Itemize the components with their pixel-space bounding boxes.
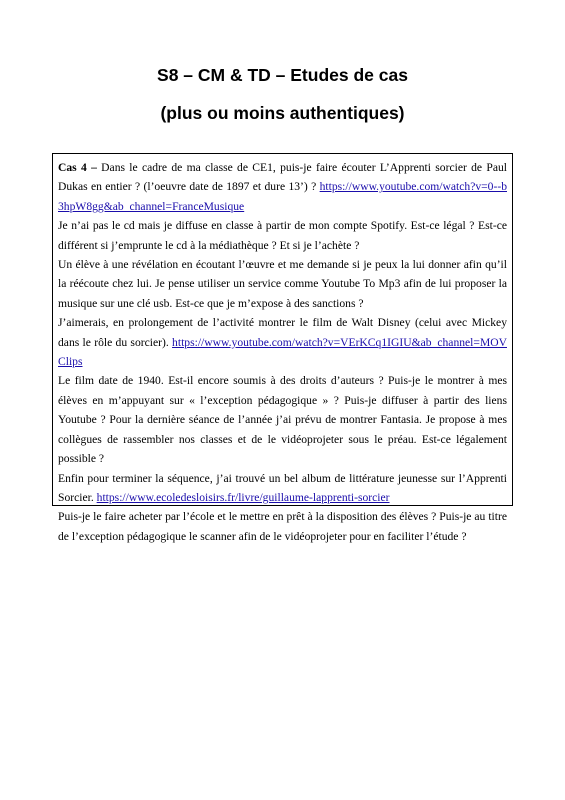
youtube-link-france-musique[interactable]: https://www.youtube.com/watch?v=0--b3hpW8gg&ab_channel=FranceMusique (58, 180, 507, 213)
paragraph-3: Un élève à une révélation en écoutant l’œuvre et me demande si je peux la lui donner afin qu’il la réécoute chez lui. Je pense utiliser un service comme Youtube To Mp3 afin de lui proposer la musique sur une clé usb. Est-ce que je m’expose à des sanctions ? (58, 258, 507, 310)
ecole-des-loisirs-link[interactable]: https://www.ecoledesloisirs.fr/livre/guillaume-lapprenti-sorcier (96, 490, 390, 504)
paragraph-5: Le film date de 1940. Est-il encore soumis à des droits d’auteurs ? Puis-je le montrer à mes élèves en m’appuyant sur « l’exception pédagogique » ? Puis-je diffuser à partir des liens Youtube ? Pour la dernière séance de l’année j’ai prévu de montrer Fantasia. Je propose à mes collègues de rassembler nos classes et de le vidéoprojeter sous le préau. Est-ce légalement possible ? (58, 374, 507, 466)
paragraph-6 (58, 469, 507, 508)
paragraph-4-text: J’aimerais, en prolongement de l’activité montrer le film de Walt Disney (celui avec Mickey dans le rôle du sorcier). (58, 316, 507, 349)
case-box (52, 153, 513, 543)
paragraph-1-text: Dans le cadre de ma classe de CE1, puis-je faire écouter L’Apprenti sorcier de Paul Dukas en entier ? (l’oeuvre date de 1897 et dure 13’) ? (58, 161, 507, 194)
case-label: Cas 4 – (58, 161, 97, 174)
paragraph-4 (58, 313, 507, 371)
paragraph-1 (58, 158, 507, 216)
paragraph-6-text: Enfin pour terminer la séquence, j’ai trouvé un bel album de littérature jeunesse sur l’Apprenti Sorcier. (58, 471, 507, 504)
paragraph-7: Puis-je le faire acheter par l’école et le mettre en prêt à la disposition des élèves ? Puis-je au titre de l’exception pédagogique le scanner afin de le vidéoprojeter pour en faciliter l’étude ? (58, 510, 507, 543)
page-subtitle: (plus ou moins authentiques) (160, 103, 405, 123)
page-title: S8 – CM & TD – Etudes de cas (157, 65, 408, 85)
youtube-link-movclips[interactable]: https://www.youtube.com/watch?v=VErKCq1IGIU&ab_channel=MOVClips (58, 335, 507, 369)
paragraph-2: Je n’ai pas le cd mais je diffuse en classe à partir de mon compte Spotify. Est-ce légal ? Est-ce différent si j’emprunte le cd à la médiathèque ? Et si je l’achète ? (58, 219, 507, 252)
